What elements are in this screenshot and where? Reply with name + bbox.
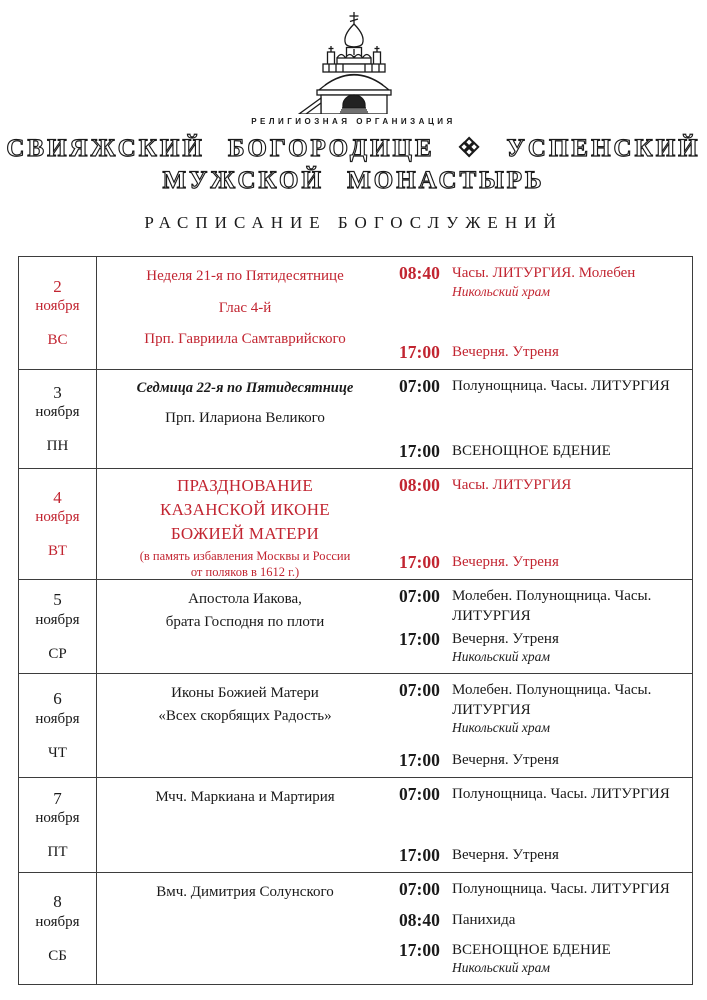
schedule-row xyxy=(19,777,692,872)
date-weekday: ВТ xyxy=(48,543,67,560)
date-month: ноября xyxy=(35,611,80,628)
service-entry xyxy=(399,680,688,737)
service-entry xyxy=(399,342,688,363)
feast-line: Неделя 21-я по Пятидесятнице xyxy=(146,268,344,284)
service-time: 08:00 xyxy=(399,475,440,495)
date-cell xyxy=(19,778,97,872)
service-entry xyxy=(399,845,688,866)
service-location-note: Никольский храм xyxy=(452,960,551,976)
evening-services xyxy=(399,552,688,573)
service-time: 17:00 xyxy=(399,440,440,461)
monastery-title xyxy=(0,133,707,197)
service-time: 17:00 xyxy=(399,749,440,770)
service-description: ВСЕНОЩНОЕ БДЕНИЕ xyxy=(452,941,611,958)
date-cell xyxy=(19,674,97,777)
feast-line: Мчч. Маркиана и Мартирия xyxy=(155,789,335,805)
schedule-row xyxy=(19,872,692,984)
service-description: Полунощница. Часы. ЛИТУРГИЯ xyxy=(452,786,670,802)
page-title: РАСПИСАНИЕ БОГОСЛУЖЕНИЙ xyxy=(144,213,563,232)
service-time: 08:40 xyxy=(399,263,440,283)
monastery-title-line2: МУЖСКОЙ МОНАСТЫРЬ xyxy=(162,167,545,194)
date-day: 3 xyxy=(53,382,62,402)
service-entry xyxy=(399,552,688,573)
service-time: 08:40 xyxy=(399,909,440,930)
morning-services xyxy=(399,680,688,737)
service-text-block xyxy=(452,629,559,666)
service-description: Часы. ЛИТУРГИЯ. Молебен xyxy=(452,265,636,281)
service-description: Вечерня. Утреня xyxy=(452,553,559,570)
service-text-block xyxy=(452,879,670,900)
services-cell xyxy=(393,778,692,872)
morning-services xyxy=(399,879,688,930)
feast-line: Вмч. Димитрия Солунского xyxy=(156,884,334,900)
feast-line: Прп. Гавриила Самтаврийского xyxy=(144,331,346,347)
service-location-note: Никольский храм xyxy=(452,720,551,735)
feast-line: КАЗАНСКОЙ ИКОНЕ xyxy=(160,499,330,519)
feast-line: Седмица 22-я по Пятидесятнице xyxy=(136,380,354,396)
date-day: 5 xyxy=(53,590,62,610)
services-cell xyxy=(393,257,692,369)
service-entry xyxy=(399,376,688,397)
feast-line: Иконы Божией Матери xyxy=(171,685,319,701)
header xyxy=(0,0,707,233)
service-text-block xyxy=(452,552,559,573)
feast-cell xyxy=(97,674,393,777)
service-text-block xyxy=(452,784,670,805)
schedule-row xyxy=(19,468,692,579)
date-day: 2 xyxy=(53,276,62,296)
evening-services xyxy=(399,441,688,462)
date-cell xyxy=(19,257,97,369)
date-day: 4 xyxy=(53,487,62,507)
services-cell xyxy=(393,580,692,673)
date-month: ноября xyxy=(35,404,80,421)
date-day: 7 xyxy=(53,788,62,808)
evening-services xyxy=(399,940,688,977)
date-cell xyxy=(19,873,97,984)
service-time: 07:00 xyxy=(399,784,440,804)
service-description: Молебен. Полунощница. Часы. ЛИТУРГИЯ xyxy=(452,682,652,718)
service-time: 17:00 xyxy=(399,939,440,960)
service-text-block xyxy=(452,845,559,866)
feast-line: «Всех скорбящих Радость» xyxy=(158,707,332,724)
service-description: Вечерня. Утреня xyxy=(452,846,559,863)
service-time: 07:00 xyxy=(399,376,440,396)
morning-services xyxy=(399,784,688,805)
feast-cell xyxy=(97,580,393,673)
service-entry xyxy=(399,441,688,462)
schedule-row xyxy=(19,579,692,673)
schedule-row xyxy=(19,673,692,777)
feast-line: Прп. Илариона Великого xyxy=(165,409,325,426)
date-weekday: ПН xyxy=(46,438,69,455)
date-day: 6 xyxy=(53,689,62,709)
feast-cell xyxy=(97,778,393,872)
church-logo-icon xyxy=(279,10,429,114)
morning-services xyxy=(399,376,688,397)
feast-cell xyxy=(97,873,393,984)
service-description: Молебен. Полунощница. Часы. ЛИТУРГИЯ xyxy=(452,588,652,624)
service-text-block xyxy=(452,441,611,462)
services-cell xyxy=(393,873,692,984)
morning-services xyxy=(399,263,688,300)
service-text-block xyxy=(452,263,635,300)
service-description: Часы. ЛИТУРГИЯ xyxy=(452,477,572,493)
service-description: Полунощница. Часы. ЛИТУРГИЯ xyxy=(452,881,670,897)
service-location-note: Никольский храм xyxy=(452,649,551,665)
service-time: 17:00 xyxy=(399,551,440,572)
service-entry xyxy=(399,940,688,977)
logo-caption: РЕЛИГИОЗНАЯ ОРГАНИЗАЦИЯ xyxy=(251,117,456,126)
service-text-block xyxy=(452,342,559,363)
service-time: 07:00 xyxy=(399,879,440,899)
feast-line: БОЖИЕЙ МАТЕРИ xyxy=(170,523,320,543)
date-cell xyxy=(19,469,97,579)
date-weekday: ЧТ xyxy=(48,744,67,761)
date-weekday: СБ xyxy=(48,947,67,964)
date-month: ноября xyxy=(35,913,80,930)
feast-cell xyxy=(97,257,393,369)
evening-services xyxy=(399,750,688,771)
service-description: Вечерня. Утреня xyxy=(452,751,559,768)
evening-services xyxy=(399,845,688,866)
feast-cell xyxy=(97,469,393,579)
service-description: Полунощница. Часы. ЛИТУРГИЯ xyxy=(452,378,670,394)
service-text-block xyxy=(452,475,571,496)
monastery-title-line1: СВИЯЖСКИЙ БОГОРОДИЦЕ ❖ УСПЕНСКИЙ xyxy=(6,135,701,162)
services-cell xyxy=(393,469,692,579)
feast-line: Глас 4-й xyxy=(218,299,272,316)
schedule-table xyxy=(18,256,693,985)
service-description: Вечерня. Утреня xyxy=(452,630,559,647)
services-cell xyxy=(393,674,692,777)
feast-line: ПРАЗДНОВАНИЕ xyxy=(176,476,314,495)
schedule-row xyxy=(19,369,692,468)
morning-services xyxy=(399,586,688,626)
service-description: Панихида xyxy=(452,911,516,928)
service-entry xyxy=(399,750,688,771)
schedule-row xyxy=(19,257,692,369)
evening-services xyxy=(399,629,688,666)
date-month: ноября xyxy=(35,810,80,827)
service-entry xyxy=(399,629,688,666)
service-time: 17:00 xyxy=(399,844,440,865)
service-entry xyxy=(399,784,688,805)
date-day: 8 xyxy=(53,892,62,912)
service-description: ВСЕНОЩНОЕ БДЕНИЕ xyxy=(452,442,611,459)
date-month: ноября xyxy=(35,509,80,526)
feast-line: брата Господня по плоти xyxy=(165,613,325,630)
service-time: 07:00 xyxy=(399,680,440,700)
date-month: ноября xyxy=(35,298,80,315)
service-time: 17:00 xyxy=(399,341,440,362)
service-time: 07:00 xyxy=(399,586,440,606)
service-description: Вечерня. Утреня xyxy=(452,343,559,360)
evening-services xyxy=(399,342,688,363)
date-weekday: ВС xyxy=(47,332,68,349)
service-text-block xyxy=(452,586,688,626)
date-weekday: ПТ xyxy=(47,844,68,861)
service-text-block xyxy=(452,750,559,771)
date-cell xyxy=(19,370,97,468)
service-text-block xyxy=(452,910,515,931)
service-time: 17:00 xyxy=(399,628,440,649)
feast-line: (в память избавления Москвы и России xyxy=(139,549,351,564)
feast-line: от поляков в 1612 г.) xyxy=(190,565,300,579)
date-cell xyxy=(19,580,97,673)
date-month: ноября xyxy=(35,710,80,727)
morning-services xyxy=(399,475,688,496)
service-location-note: Никольский храм xyxy=(452,283,551,299)
service-text-block xyxy=(452,376,670,397)
service-entry xyxy=(399,586,688,626)
service-entry xyxy=(399,475,688,496)
service-entry xyxy=(399,263,688,300)
service-text-block xyxy=(452,940,611,977)
feast-cell xyxy=(97,370,393,468)
service-entry xyxy=(399,910,688,931)
services-cell xyxy=(393,370,692,468)
service-entry xyxy=(399,879,688,900)
feast-line: Апостола Иакова, xyxy=(188,591,302,607)
service-text-block xyxy=(452,680,688,737)
date-weekday: СР xyxy=(48,645,67,662)
